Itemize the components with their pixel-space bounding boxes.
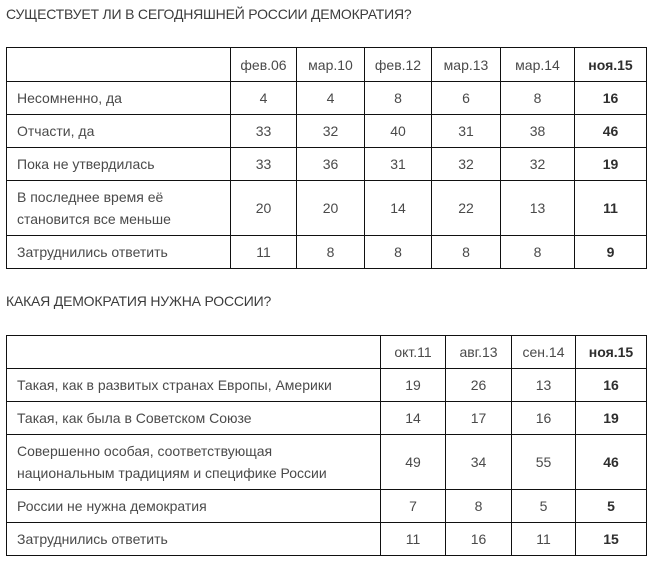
cell-value: 8: [297, 236, 365, 269]
row-label: [7, 435, 381, 490]
table-row: [7, 181, 647, 236]
cell-value: 4: [297, 82, 365, 115]
cell-value-highlight: 16: [576, 369, 647, 402]
cell-value: 55: [512, 435, 576, 490]
row-label-line: национальным традициям и специфике России: [17, 465, 327, 481]
cell-value: 11: [231, 236, 297, 269]
cell-value: 17: [446, 402, 512, 435]
cell-value-highlight: 19: [575, 148, 647, 181]
section1-title: СУЩЕСТВУЕТ ЛИ В СЕГОДНЯШНЕЙ РОССИИ ДЕМОКРАТИЯ?: [6, 6, 412, 22]
cell-value: 8: [501, 82, 575, 115]
cell-value: 13: [501, 181, 575, 236]
cell-value-highlight: 16: [575, 82, 647, 115]
cell-value: 22: [432, 181, 501, 236]
cell-value: 8: [432, 236, 501, 269]
cell-value: 8: [446, 490, 512, 523]
cell-value: 36: [297, 148, 365, 181]
cell-value: 14: [381, 402, 446, 435]
column-header: авг.13: [446, 336, 512, 369]
table-row: [7, 82, 647, 115]
row-label-line: Совершенно особая, соответствующая: [17, 443, 273, 459]
row-label: Затруднились ответить: [7, 236, 231, 269]
cell-value: 5: [512, 490, 576, 523]
row-label: Такая, как была в Советском Союзе: [7, 402, 381, 435]
democracy-exists-table: [6, 47, 647, 269]
row-label-line: становится все меньше: [17, 211, 171, 227]
cell-value: 20: [297, 181, 365, 236]
table-row: [7, 490, 647, 523]
row-label: Такая, как в развитых странах Европы, Америки: [7, 369, 381, 402]
which-democracy-table: [6, 335, 647, 556]
cell-value: 38: [501, 115, 575, 148]
row-label: России не нужна демократия: [7, 490, 381, 523]
column-header-highlight: ноя.15: [576, 336, 647, 369]
cell-value: 32: [297, 115, 365, 148]
table-row: [7, 115, 647, 148]
cell-value: 33: [231, 148, 297, 181]
section2-title: КАКАЯ ДЕМОКРАТИЯ НУЖНА РОССИИ?: [6, 293, 272, 309]
cell-value-highlight: 15: [576, 523, 647, 556]
row-label: Пока не утвердилась: [7, 148, 231, 181]
cell-value: 8: [501, 236, 575, 269]
row-label: Отчасти, да: [7, 115, 231, 148]
cell-value: 40: [365, 115, 432, 148]
row-label: [7, 181, 231, 236]
column-header: сен.14: [512, 336, 576, 369]
table-header-row: [7, 336, 647, 369]
table-row: [7, 435, 647, 490]
cell-value: 31: [432, 115, 501, 148]
column-header: фев.06: [231, 48, 297, 82]
cell-value: 14: [365, 181, 432, 236]
table-row: [7, 236, 647, 269]
cell-value-highlight: 19: [576, 402, 647, 435]
cell-value: 26: [446, 369, 512, 402]
cell-value: 6: [432, 82, 501, 115]
cell-value: 8: [365, 236, 432, 269]
cell-value: 32: [501, 148, 575, 181]
cell-value-highlight: 46: [575, 115, 647, 148]
cell-value-highlight: 9: [575, 236, 647, 269]
table-row: [7, 148, 647, 181]
header-empty-cell: [7, 336, 381, 369]
table-row: [7, 402, 647, 435]
cell-value: 31: [365, 148, 432, 181]
cell-value-highlight: 46: [576, 435, 647, 490]
row-label: Затруднились ответить: [7, 523, 381, 556]
cell-value: 33: [231, 115, 297, 148]
cell-value: 11: [381, 523, 446, 556]
cell-value: 16: [446, 523, 512, 556]
column-header-highlight: ноя.15: [575, 48, 647, 82]
table-header-row: [7, 48, 647, 82]
cell-value-highlight: 5: [576, 490, 647, 523]
header-empty-cell: [7, 48, 231, 82]
cell-value: 8: [365, 82, 432, 115]
cell-value: 11: [512, 523, 576, 556]
row-label-line: В последнее время её: [17, 189, 164, 205]
table-row: [7, 523, 647, 556]
column-header: мар.13: [432, 48, 501, 82]
cell-value: 49: [381, 435, 446, 490]
column-header: мар.14: [501, 48, 575, 82]
row-label: Несомненно, да: [7, 82, 231, 115]
cell-value: 13: [512, 369, 576, 402]
cell-value: 19: [381, 369, 446, 402]
column-header: фев.12: [365, 48, 432, 82]
column-header: мар.10: [297, 48, 365, 82]
cell-value: 4: [231, 82, 297, 115]
cell-value-highlight: 11: [575, 181, 647, 236]
cell-value: 32: [432, 148, 501, 181]
cell-value: 34: [446, 435, 512, 490]
cell-value: 16: [512, 402, 576, 435]
column-header: окт.11: [381, 336, 446, 369]
table-row: [7, 369, 647, 402]
cell-value: 20: [231, 181, 297, 236]
cell-value: 7: [381, 490, 446, 523]
